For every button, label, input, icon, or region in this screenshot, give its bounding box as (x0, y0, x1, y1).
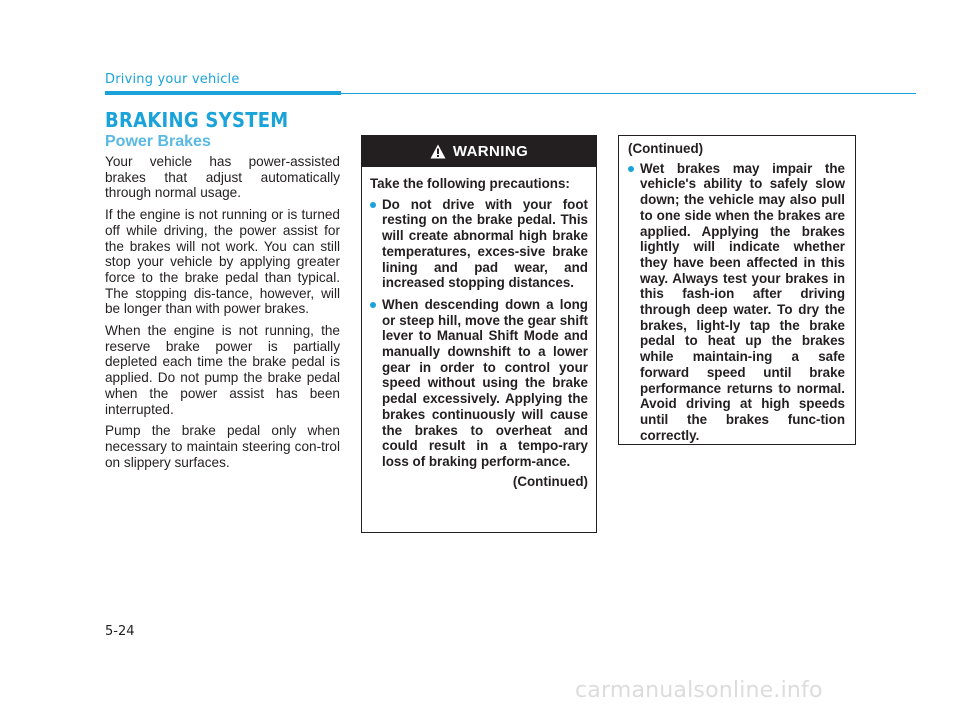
body-column (105, 154, 340, 476)
warning-body (362, 167, 596, 489)
list-item (370, 297, 588, 470)
warning-header (362, 136, 596, 167)
page-number: 5-24 (105, 624, 135, 639)
body-paragraph: When the engine is not running, the reserve brake power is partially depleted each time the brake pedal is applied. Do not pump the brake pedal when the power assist has been interrupted. (105, 323, 340, 417)
warning-box (361, 135, 597, 533)
warning-list (370, 197, 588, 470)
body-paragraph: Pump the brake pedal only when necessary to maintain steering con-trol on slippery surfaces. (105, 423, 340, 470)
section-label: Driving your vehicle (105, 72, 240, 87)
list-item (628, 161, 845, 444)
warning-continued: (Continued) (512, 473, 588, 489)
body-paragraph: If the engine is not running or is turned off while driving, the power assist for the brakes will not work. You can still stop your vehicle by applying greater force to the brake pedal than typical. The stopping dis-tance, however, will be longer than with power brakes. (105, 207, 340, 317)
continuation-intro: (Continued) (628, 141, 704, 156)
list-item (370, 197, 588, 291)
warning-triangle-icon (430, 144, 446, 159)
section-title: BRAKING SYSTEM (105, 108, 289, 132)
bullet-text: Wet brakes may impair the vehicle's ability to safely slow down; the vehicle may also pull to one side when the brakes are applied. Applying the brakes lightly will indicate whether they have been affected in this way. Always test your brakes in this fash-ion after driving through deep water. To dry the brakes, light-ly tap the brake pedal to heat up the brakes while maintain-ing a safe forward speed until brake performance returns to normal. Avoid driving at high speeds until the brakes func-tion correctly. (640, 160, 845, 443)
bullet-dot-icon (628, 166, 634, 172)
continuation-body (619, 136, 855, 443)
continuation-list (628, 161, 845, 444)
watermark: carmanualsonline.info (575, 678, 823, 703)
continuation-box (618, 135, 856, 445)
warning-label: WARNING (452, 143, 529, 160)
bullet-text: When descending down a long or steep hill, move the gear shift lever to Manual Shift Mode and manually downshift to a lower gear in order to control your speed without using the brake pedal excessively. Applying the brakes continuously will cause the brakes to overheat and could result in a tempo-rary loss of braking perform-ance. (382, 296, 588, 469)
bullet-dot-icon (370, 302, 376, 308)
body-paragraph: Your vehicle has power-assisted brakes that adjust automatically through normal usage. (105, 154, 340, 201)
bullet-text: Do not drive with your foot resting on the brake pedal. This will create abnormal high brake temperatures, exces-sive brake lining and pad wear, and increased stopping distances. (382, 196, 588, 291)
bullet-dot-icon (370, 202, 376, 208)
header-rule-thick (105, 91, 341, 95)
warning-intro: Take the following precautions: (370, 176, 570, 191)
header-rule-thin (341, 93, 916, 95)
sub-title: Power Brakes (105, 133, 211, 150)
